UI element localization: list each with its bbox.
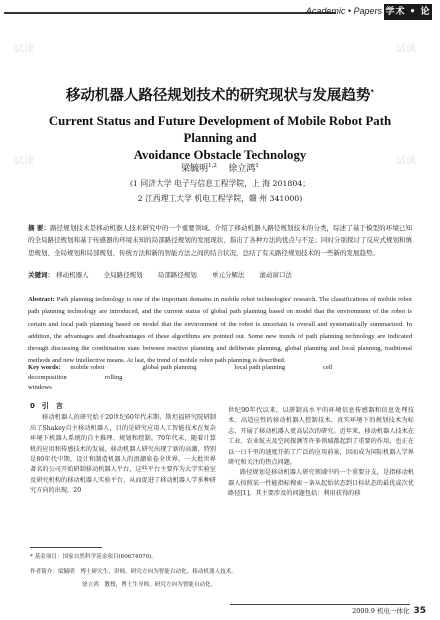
- footer-rule: [230, 604, 410, 605]
- title-footnote-mark: *: [370, 88, 375, 97]
- watermark: 试读: [396, 44, 416, 55]
- keyword-chinese: 全局路径规划: [103, 271, 143, 279]
- title-chinese: [20, 84, 420, 105]
- author-1-affiliation: 1,2: [208, 163, 217, 169]
- keyword-english: global path planning: [142, 364, 197, 371]
- keywords-chinese: [28, 270, 412, 280]
- abstract-chinese-text: 路径规划技术是移动机器人技术研究中的一个重要领域。介绍了移动机器人路径规划技术的分类，综述了基于模型的环境已知的全局路径规划和基于传感器的环境未知的局部路径规划的发展现状，指出了各种方法的优点与不足；同时分别探讨了反应式规划和慎思规划、全局规划和局部规划、传统方法和新的智能方法之间的结合状况，总结了有关路径规划技术的一些新的发展趋势。: [28, 224, 413, 257]
- affiliation-1: (1 同济大学 电子与信息工程学院，上 海 201804；: [129, 179, 311, 188]
- keywords-english-label: Key words:: [28, 364, 61, 371]
- body-paragraph: 路径规划是移动机器人研究领域中的一个重要分支，是指移动机器人按照某一性能指标搜索一条从起始状态到目标状态的最优或次优路径[1]。其主要涉及的问题包括：利用获得的移: [228, 469, 414, 498]
- footnote-author-bio: 作者简介：梁毓明 博士研究生，讲师，研究方向为智能自动化、移动机器人技术。: [30, 569, 237, 575]
- footnote-fund: * 基金项目：国家自然科学基金项目(60674070)。: [30, 554, 157, 560]
- keyword-english: rolling: [104, 374, 123, 381]
- abstract-english-label: Abstract:: [28, 296, 55, 303]
- running-header: [0, 2, 440, 33]
- authors: [0, 161, 440, 174]
- header-rule: [4, 12, 336, 14]
- watermark: 试读: [14, 44, 34, 55]
- title-chinese-text: 移动机器人路径规划技术的研究现状与发展趋势: [65, 88, 371, 104]
- author-2: 徐立鸿: [228, 164, 256, 174]
- abstract-chinese-label: 摘 要：: [28, 224, 51, 232]
- watermark: 试读: [14, 156, 34, 167]
- page-footer: [352, 606, 426, 616]
- keyword-chinese: 滚动窗口法: [259, 271, 292, 279]
- body-paragraph: 世纪90年代以来，以研制高水平的环境信息传感器和信息处理技术、高适应性的移动机器人控制技术、真实环境下的规划技术为标志，开展了移动机器人更高层次的研究。近年来，移动机器人技术在工业、农业航天及空间探测等许多领域都起到了重要的作用，也正在以一日千里的速度开拓了广泛的应用前景，因而成为国际机器人学界研究和关注的热点问题。: [228, 407, 414, 467]
- keywords-english: [28, 363, 412, 393]
- section-heading: 0 引 言: [30, 402, 63, 410]
- body-column-left: [30, 401, 216, 497]
- header-label: Academic • Papers: [305, 6, 382, 16]
- body-paragraph: 移动机器人的研究始于20世纪60年代末期，斯坦福研究院研制出了Shakey自主移动机器人，目的是研究应用人工智能技术在复杂环境下机器人系统的自主推理、规划和控制。70年代末，随着计算机的应用和传感技术的发展，移动机器人研究出现了新的高潮，特别是80年代中期，设计和制造机器人的浪潮席卷全世界，一大批世界著名的公司开始研制移动机器人平台，这些平台主要作为大学实验室及研究机构的移动机器人实验平台，从而促进了移动机器人学多种研究方向的出现。20: [30, 414, 216, 495]
- abstract-english: [28, 294, 412, 368]
- keywords-chinese-label: 关键词：: [28, 271, 54, 279]
- author-1: 梁毓明: [181, 164, 209, 174]
- keyword-english: mobile robot: [70, 364, 105, 371]
- title-english: [26, 113, 414, 164]
- abstract-chinese: [28, 222, 412, 259]
- affiliation-2: 2 江西理工大学 机电工程学院，赣 州 341000): [137, 194, 303, 203]
- header-section-tag: 学术 • 论文: [384, 4, 432, 20]
- keyword-english-wrap: windows: [28, 384, 52, 391]
- body-column-right: [228, 406, 414, 500]
- page-number: 35: [413, 606, 426, 616]
- footnote-author-bio: 徐立鸿 教授，博士生导师。研究方向为智能自动化。: [82, 582, 217, 588]
- title-english-line-1: Current Status and Future Development of Mobile Robot Path Planning and: [48, 114, 392, 145]
- keyword-english: local path planning: [234, 364, 286, 371]
- keyword-chinese: 局部路径规划: [157, 271, 197, 279]
- author-2-affiliation: 1: [255, 163, 259, 169]
- keyword-chinese: 单元分解法: [211, 271, 245, 279]
- keyword-chinese: 移动机器人: [56, 271, 89, 279]
- abstract-english-text: Path planning technology is one of the important domains in mobile robot technologies' research. The classifications of mobile robot path planning technology are introduced, and the current status of global path planning based on model that the environment of the robot is certain and local path planning based on model that the environment of the robot is uncertain is overall and systematically summarized. In addition, the advantages and disadvantages of these algorithms are pointed out. Some new trends of path planning technology are indicated through discussing the combination state between reactive planning and deliberate planning, global planning and local planning, traditional methods and new intellective means. At last, the trend of mobile robot path planning is described.: [28, 296, 412, 365]
- title-english-line-2: Avoidance Obstacle Technology: [133, 148, 307, 162]
- watermark: 试读: [396, 156, 416, 167]
- keyword-english: cell decomposition: [28, 364, 333, 381]
- footnote-rule: [30, 547, 102, 548]
- footer-journal: 2009.9 机电一体化: [352, 607, 410, 615]
